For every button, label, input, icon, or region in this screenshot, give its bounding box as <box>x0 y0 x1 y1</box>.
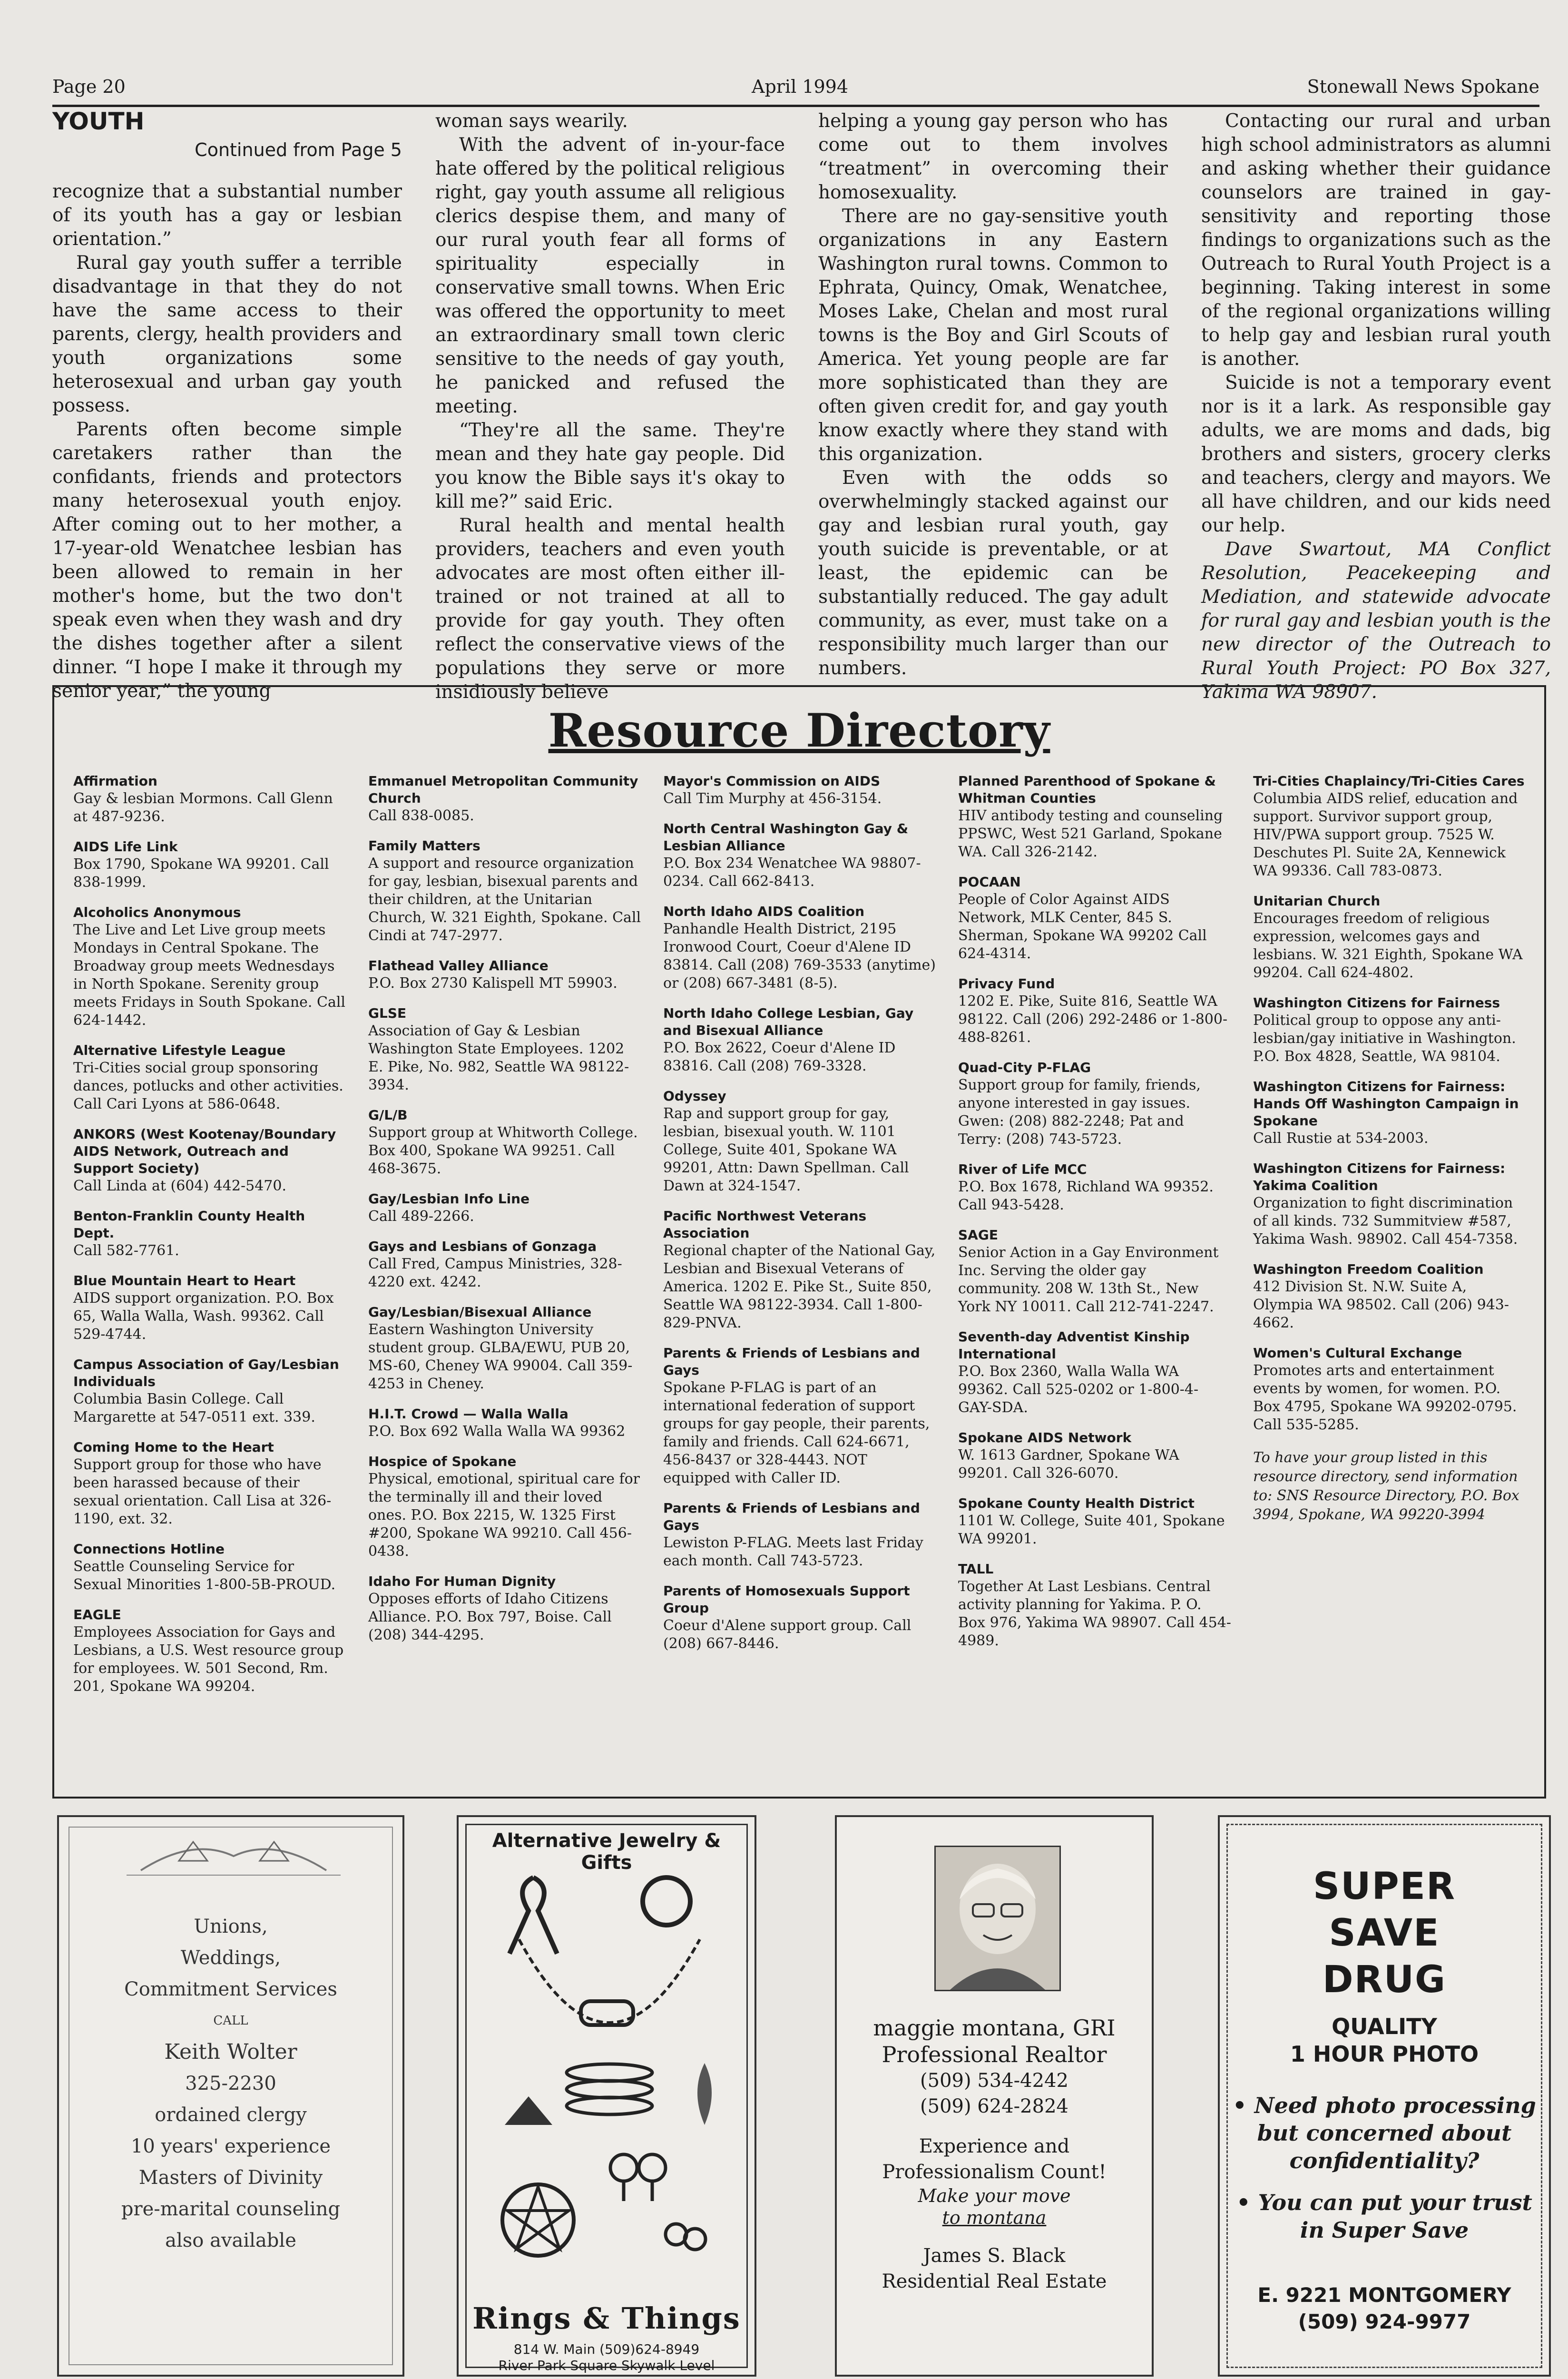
article-column-4 <box>1201 109 1551 704</box>
entry-name: Alcoholics Anonymous <box>73 904 241 920</box>
store-phone: (509) 924-9977 <box>1298 2310 1471 2333</box>
paragraph: “They're all the same. They're mean and they hate gay people. Did you know the Bible says it's okay to kill me?” said Eric. <box>435 420 785 512</box>
realtor-photo <box>934 1846 1061 1991</box>
paragraph: Suicide is not a temporary event nor is it a lark. As responsible gay adults, we are moms and dads, big brothers and sisters, grocery clerks and teachers, clergy and mayors. We all have children, and our kids need our help. <box>1201 372 1551 536</box>
ad-bullet: • You can put your trust in Super Save <box>1236 2190 1532 2243</box>
entry-description: Organization to fight discrimination of all kinds. 732 Summitview #587, Yakima Wash. 98902. Call 454-7358. <box>1253 1195 1518 1248</box>
entry-name: Pacific Northwest Veterans Association <box>663 1208 867 1241</box>
directory-entry <box>73 773 347 826</box>
directory-entry <box>73 1208 347 1260</box>
entry-name: Seventh-day Adventist Kinship International <box>958 1329 1190 1362</box>
entry-name: Flathead Valley Alliance <box>368 958 549 973</box>
entry-name: SAGE <box>958 1227 998 1243</box>
entry-name: Idaho For Human Dignity <box>368 1573 556 1589</box>
entry-description: Call 838-0085. <box>368 807 474 824</box>
entry-name: Tri-Cities Chaplaincy/Tri-Cities Cares <box>1253 773 1525 789</box>
directory-entry <box>1253 1078 1527 1148</box>
entry-name: North Idaho AIDS Coalition <box>663 904 865 919</box>
entry-description: Employees Association for Gays and Lesbians, a U.S. West resource group for employees. W. 501 Second, Rm. 201, Spokane WA 99204. <box>73 1624 344 1695</box>
article-column-1 <box>52 109 402 703</box>
paragraph: Rural gay youth suffer a terrible disadvantage in that they do not have the same access to their parents, clergy, health providers and youth organizations some heterosexual and urban gay youth possess. <box>52 252 402 416</box>
directory-entry <box>368 773 642 825</box>
entry-description: A support and resource organization for gay, lesbian, bisexual parents and their children, at the Unitarian Church, W. 321 Eighth, Spokane. Call Cindi at 747-2977. <box>368 855 641 944</box>
directory-entry <box>958 1059 1232 1149</box>
directory-entry <box>368 957 642 993</box>
paragraph: Parents often become simple caretakers rather than the confidants, friends and protectors many heterosexual youth enjoy. After coming out to her mother, a 17-year-old Wenatchee lesbian has been allowed to remain in her mother's home, but the two don't speak even when they wash and dry the dishes together after a silent dinner. “I hope I make it through my senior year,” the young <box>52 419 402 702</box>
entry-name: H.I.T. Crowd — Walla Walla <box>368 1406 568 1422</box>
author-bio: Dave Swartout, MA Conflict Resolution, Peacekeeping and Mediation, and statewide advocate for rural gay and lesbian youth is the new director of the Outreach to Rural Youth Project: PO Box 327, Yakima WA 98907. <box>1201 539 1551 703</box>
paragraph: Even with the odds so overwhelmingly stacked against our gay and lesbian rural youth, gay youth suicide is preventable, or at least, the epidemic can be substantially reduced. The gay adult community, as ever, must take on a responsibility much larger than our numbers. <box>818 467 1168 679</box>
entry-name: Gay/Lesbian Info Line <box>368 1191 530 1207</box>
ad-text <box>69 1911 392 2256</box>
entry-name: G/L/B <box>368 1107 408 1123</box>
page-header <box>52 71 1539 107</box>
entry-description: AIDS support organization. P.O. Box 65, Walla Walla, Wash. 99362. Call 529-4744. <box>73 1290 334 1343</box>
directory-entry <box>1253 1345 1527 1434</box>
tagline: Professionalism Count! <box>882 2161 1107 2183</box>
contact-phone: 325-2230 <box>185 2073 276 2094</box>
entry-name: North Idaho College Lesbian, Gay and Bisexual Alliance <box>663 1005 914 1038</box>
entry-name: ANKORS (West Kootenay/Boundary AIDS Network, Outreach and Support Society) <box>73 1126 336 1176</box>
entry-name: Gays and Lesbians of Gonzaga <box>368 1239 597 1254</box>
directory-entry <box>73 1439 347 1528</box>
paragraph: recognize that a substantial number of its youth has a gay or lesbian orientation.” <box>52 181 402 250</box>
directory-entry <box>958 1161 1232 1214</box>
directory-entry <box>368 1005 642 1094</box>
entry-description: Support group for family, friends, anyone interested in gay issues. Gwen: (208) 882-2248; Pat and Terry: (208) 743-5723. <box>958 1077 1201 1148</box>
entry-description: Columbia AIDS relief, education and support. Survivor support group, HIV/PWA support group. 7525 W. Deschutes Pl. Suite 2A, Kennewick WA 99336. Call 783-0873. <box>1253 790 1518 879</box>
ad-realtor <box>835 1815 1154 2377</box>
entry-name: Hospice of Spokane <box>368 1454 517 1469</box>
ad-border <box>465 1824 748 2373</box>
service-label: 1 HOUR PHOTO <box>1290 2041 1479 2067</box>
entry-description: Call Tim Murphy at 456-3154. <box>663 790 882 807</box>
entry-name: North Central Washington Gay & Lesbian Alliance <box>663 821 909 854</box>
directory-entry <box>368 1190 642 1226</box>
directory-entry <box>73 838 347 892</box>
directory-entry <box>958 1495 1232 1548</box>
store-name: DRUG <box>1322 1958 1447 2001</box>
entry-description: P.O. Box 1678, Richland WA 99352. Call 943-5428. <box>958 1179 1214 1213</box>
ribbon-icon <box>510 1878 557 1954</box>
ad-line: Unions, <box>194 1916 268 1937</box>
entry-name: GLSE <box>368 1005 407 1021</box>
directory-entry <box>663 820 937 891</box>
directory-entry <box>73 904 347 1030</box>
directory-entry <box>1253 994 1527 1066</box>
paragraph: woman says wearily. <box>435 110 628 132</box>
paragraph: Rural health and mental health providers, teachers and even youth advocates are most often either ill-trained or not trained at all to provide for gay youth. They often reflect the conservative views of the populations they serve or more insidiously believe <box>435 515 785 703</box>
crystal-icon <box>697 2063 712 2125</box>
entry-description: Rap and support group for gay, lesbian, bisexual youth. W. 1101 College, Suite 401, Spokane WA 99201, Attn: Dawn Spellman. Call Dawn at 324-1547. <box>663 1105 909 1194</box>
store-address <box>467 2341 746 2374</box>
directory-entry <box>663 903 937 993</box>
entry-description: HIV antibody testing and counseling PPSWC, West 521 Garland, Spokane WA. Call 326-2142. <box>958 807 1223 860</box>
ad-title: Alternative Jewelry & Gifts <box>492 1830 721 1874</box>
directory-entry <box>663 1208 937 1332</box>
directory-entry <box>368 1304 642 1393</box>
slogan: Make your move <box>918 2185 1071 2206</box>
directory-entry <box>1253 893 1527 982</box>
entry-description: Spokane P-FLAG is part of an international federation of support groups for gay people, their parents, family and friends. Call 624-6671, 456-8437 or 328-4443. NOT equipped with Caller ID. <box>663 1379 930 1486</box>
entry-description: Call Fred, Campus Ministries, 328-4220 ext. 4242. <box>368 1256 622 1290</box>
entry-description: Eastern Washington University student group. GLBA/EWU, PUB 20, MS-60, Cheney WA 99004. Call 359-4253 in Cheney. <box>368 1321 633 1392</box>
address-line: River Park Square Skywalk Level <box>498 2358 715 2373</box>
entry-description: Gay & lesbian Mormons. Call Glenn at 487-9236. <box>73 790 333 825</box>
entry-name: Unitarian Church <box>1253 893 1381 909</box>
issue-date: April 1994 <box>752 76 849 97</box>
entry-description: Support group at Whitworth College. Box 400, Spokane WA 99251. Call 468-3675. <box>368 1124 638 1177</box>
continued-note: Continued from Page 5 <box>195 139 402 160</box>
entry-name: River of Life MCC <box>958 1161 1087 1177</box>
entry-name: Benton-Franklin County Health Dept. <box>73 1208 305 1241</box>
directory-listing-note: To have your group listed in this resource directory, send information to: SNS Resource Directory, P.O. Box 3994, Spokane, WA 99220-3994 <box>1253 1449 1519 1523</box>
entry-name: Campus Association of Gay/Lesbian Individuals <box>73 1357 339 1389</box>
entry-description: Promotes arts and entertainment events by women, for women. P.O. Box 4795, Spokane WA 99202-0795. Call 535-5285. <box>1253 1362 1517 1433</box>
address-line: 814 W. Main (509)624-8949 <box>513 2341 700 2357</box>
entry-description: P.O. Box 234 Wenatchee WA 98807-0234. Call 662-8413. <box>663 855 921 890</box>
paragraph: Contacting our rural and urban high school administrators as alumni and asking whether their guidance counselors are trained in gay-sensitivity and reporting those findings to organizations such as the Outreach to Rural Youth Project is a beginning. Taking interest in some of the regional organizations willing to help gay and lesbian rural youth is another. <box>1201 110 1551 370</box>
venus-symbols-icon <box>610 2154 666 2201</box>
directory-entry <box>958 874 1232 963</box>
entry-description: The Live and Let Live group meets Mondays in Central Spokane. The Broadway group meets Wednesdays in North Spokane. Serenity group meets Fridays in South Spokane. Call 624-1442. <box>73 922 346 1029</box>
entry-name: TALL <box>958 1561 994 1577</box>
directory-entry <box>663 1583 937 1653</box>
necklace-icon <box>519 1939 700 2023</box>
entry-name: Spokane AIDS Network <box>958 1430 1132 1445</box>
entry-name: Washington Freedom Coalition <box>1253 1261 1484 1277</box>
entry-name: Washington Citizens for Fairness: Hands Off Washington Campaign in Spokane <box>1253 1079 1519 1129</box>
entry-description: Call 582-7761. <box>73 1242 179 1259</box>
tagline: Experience and <box>919 2135 1070 2157</box>
directory-entry <box>958 1429 1232 1483</box>
directory-entry <box>368 1238 642 1291</box>
entry-name: Parents & Friends of Lesbians and Gays <box>663 1345 920 1378</box>
ad-line: Masters of Divinity <box>138 2167 323 2189</box>
entry-name: Odyssey <box>663 1088 726 1104</box>
entry-description: Political group to oppose any anti-lesbian/gay initiative in Washington. P.O. Box 4828, Seattle, WA 98104. <box>1253 1012 1516 1065</box>
entry-description: P.O. Box 2730 Kalispell MT 59903. <box>368 975 617 992</box>
entry-name: Planned Parenthood of Spokane & Whitman Counties <box>958 773 1216 806</box>
wedding-bells-illustration <box>69 1828 398 1894</box>
ring-icon <box>643 1878 690 1925</box>
slogan: to montana <box>942 2207 1047 2228</box>
store-name: SAVE <box>1329 1912 1440 1955</box>
entry-name: Connections Hotline <box>73 1541 225 1557</box>
entry-description: Seattle Counseling Service for Sexual Minorities 1-800-5B-PROUD. <box>73 1558 336 1593</box>
resource-directory <box>52 685 1546 1799</box>
pentacle-icon <box>502 2184 574 2256</box>
entry-description: 1202 E. Pike, Suite 816, Seattle WA 98122. Call (206) 292-2486 or 1-800-488-8261. <box>958 993 1228 1046</box>
entry-description: 412 Division St. N.W. Suite A, Olympia WA 98502. Call (206) 943-4662. <box>1253 1278 1509 1331</box>
page-number: Page 20 <box>52 76 126 97</box>
entry-name: Alternative Lifestyle League <box>73 1042 286 1058</box>
entry-description: Encourages freedom of religious expression, welcomes gays and lesbians. W. 321 Eighth, Spokane WA 99204. Call 624-4802. <box>1253 910 1523 981</box>
directory-entry <box>73 1606 347 1696</box>
ad-super-save-drug <box>1218 1815 1551 2377</box>
ad-line: Commitment Services <box>124 1978 337 2000</box>
paragraph: helping a young gay person who has come out to them involves “treatment” in overcoming their homosexuality. <box>818 110 1168 203</box>
paragraph: There are no gay-sensitive youth organizations in any Eastern Washington rural towns. Common to Ephrata, Quincy, Omak, Wenatchee, Moses Lake, Chelan and most rural towns is the Boy and Girl Scouts of America. Yet young people are far more sophisticated than they are often given credit for, and gay youth know exactly where they stand with this organization. <box>818 206 1168 465</box>
directory-entry <box>958 773 1232 861</box>
realtor-text <box>837 2015 1152 2294</box>
entry-description: Support group for those who have been harassed because of their sexual orientation. Call Lisa at 326-1190, ext. 32. <box>73 1456 332 1527</box>
directory-entry <box>1253 1261 1527 1332</box>
publication-name: Stonewall News Spokane <box>1307 76 1539 97</box>
entry-name: Blue Mountain Heart to Heart <box>73 1273 296 1288</box>
directory-entry <box>663 773 937 808</box>
entry-description: Senior Action in a Gay Environment Inc. Serving the older gay community. 208 W. 13th St., New York NY 10011. Call 212-741-2247. <box>958 1244 1219 1315</box>
directory-entry <box>368 1107 642 1178</box>
entry-description: Together At Last Lesbians. Central activity planning for Yakima. P. O. Box 976, Yakima WA 98907. Call 454-4989. <box>958 1578 1231 1649</box>
jewelry-illustration <box>467 1858 752 2301</box>
ad-rings-and-things <box>457 1815 756 2377</box>
entry-name: Washington Citizens for Fairness: Yakima Coalition <box>1253 1160 1506 1193</box>
entry-description: Coeur d'Alene support group. Call (208) 667-8446. <box>663 1617 911 1652</box>
entry-description: Call 489-2266. <box>368 1208 474 1225</box>
store-logo: Rings & Things <box>472 2301 741 2336</box>
firm-name: Residential Real Estate <box>882 2271 1107 2292</box>
ad-commitment-services <box>57 1815 404 2377</box>
entry-name: Privacy Fund <box>958 976 1055 992</box>
directory-entry <box>958 1561 1232 1650</box>
firm-name: James S. Black <box>923 2245 1066 2267</box>
directory-entry <box>958 1227 1232 1316</box>
ad-line: 10 years' experience <box>130 2135 331 2157</box>
directory-entry <box>73 1042 347 1113</box>
directory-column <box>1253 773 1527 1524</box>
entry-name: AIDS Life Link <box>73 839 178 855</box>
entry-name: Women's Cultural Exchange <box>1253 1345 1462 1361</box>
phone-number: (509) 624-2824 <box>920 2095 1068 2117</box>
entry-name: Washington Citizens for Fairness <box>1253 995 1500 1011</box>
youth-article <box>52 108 1551 703</box>
ad-line: pre-marital counseling <box>121 2198 341 2220</box>
phone-number: (509) 534-4242 <box>920 2070 1068 2092</box>
directory-title: Resource Directory <box>548 704 1050 757</box>
entry-name: Parents of Homosexuals Support Group <box>663 1583 910 1616</box>
entry-description: Physical, emotional, spiritual care for the terminally ill and their loved ones. P.O. Box 2215, W. 1325 First #200, Spokane WA 99210. Call 456-0438. <box>368 1471 640 1560</box>
entry-name: Affirmation <box>73 773 157 789</box>
entry-description: P.O. Box 2622, Coeur d'Alene ID 83816. Call (208) 769-3328. <box>663 1040 896 1074</box>
entry-description: Tri-Cities social group sponsoring dances, potlucks and other activities. Call Cari Lyons at 586-0648. <box>73 1060 343 1112</box>
ad-border <box>1226 1824 1542 2368</box>
directory-column <box>663 773 937 1665</box>
contact-name: Keith Wolter <box>164 2040 297 2064</box>
entry-description: Call Linda at (604) 442-5470. <box>73 1178 286 1194</box>
directory-entry <box>958 975 1232 1047</box>
entry-name: Emmanuel Metropolitan Community Church <box>368 773 638 806</box>
entry-name: Coming Home to the Heart <box>73 1439 274 1455</box>
paragraph: With the advent of in-your-face hate offered by the political religious right, gay youth assume all religious clerics despise them, and many of our rural youth fear all forms of spirituality especially in conservative small towns. When Eric was offered the opportunity to meet an extraordinary small town cleric sensitive to the needs of gay youth, he panicked and refused the meeting. <box>435 134 785 417</box>
directory-column <box>73 773 347 1708</box>
entry-name: POCAAN <box>958 874 1021 890</box>
ad-line: CALL <box>213 2014 248 2028</box>
entry-name: Gay/Lesbian/Bisexual Alliance <box>368 1304 592 1320</box>
earrings-icon <box>666 2224 706 2250</box>
section-heading: YOUTH <box>52 108 145 135</box>
directory-entry <box>663 1500 937 1570</box>
ad-bullet: • Need photo processing but concerned about confidentiality? <box>1233 2093 1536 2173</box>
article-column-2 <box>435 109 785 704</box>
entry-description: Association of Gay & Lesbian Washington State Employees. 1202 E. Pike, No. 982, Seattle WA 98122-3934. <box>368 1022 629 1093</box>
directory-entry <box>368 1406 642 1441</box>
directory-column <box>368 773 642 1657</box>
store-name: SUPER <box>1313 1865 1456 1908</box>
store-address: E. 9221 MONTGOMERY <box>1257 2283 1511 2307</box>
directory-entry <box>1253 1160 1527 1248</box>
directory-entry <box>73 1541 347 1594</box>
directory-entry <box>1253 773 1527 880</box>
ad-line: also available <box>165 2230 296 2251</box>
entry-name: Quad-City P-FLAG <box>958 1060 1091 1075</box>
realtor-title: Professional Realtor <box>882 2042 1107 2067</box>
entry-description: P.O. Box 2360, Walla Walla WA 99362. Call 525-0202 or 1-800-4-GAY-SDA. <box>958 1363 1199 1416</box>
entry-description: Panhandle Health District, 2195 Ironwood Court, Coeur d'Alene ID 83814. Call (208) 769-3533 (anytime) or (208) 667-3481 (8-5). <box>663 921 936 992</box>
entry-name: Parents & Friends of Lesbians and Gays <box>663 1500 920 1533</box>
directory-entry <box>368 1573 642 1644</box>
directory-entry <box>663 1088 937 1195</box>
entry-description: People of Color Against AIDS Network, MLK Center, 845 S. Sherman, Spokane WA 99202 Call 624-4314. <box>958 891 1207 962</box>
entry-description: P.O. Box 692 Walla Walla WA 99362 <box>368 1423 626 1440</box>
realtor-name: maggie montana, GRI <box>873 2015 1116 2041</box>
directory-entry <box>368 1453 642 1561</box>
directory-entry <box>368 837 642 945</box>
ad-line: Weddings, <box>180 1947 281 1969</box>
directory-column <box>958 773 1232 1662</box>
directory-entry <box>958 1328 1232 1417</box>
directory-entry <box>663 1005 937 1075</box>
entry-description: Regional chapter of the National Gay, Lesbian and Bisexual Veterans of America. 1202 E. Pike St., Suite 850, Seattle WA 98122-3934. Call 1-800-829-PNVA. <box>663 1242 936 1331</box>
entry-description: Call Rustie at 534-2003. <box>1253 1130 1429 1147</box>
service-label: QUALITY <box>1332 2014 1437 2039</box>
ad-line: ordained clergy <box>155 2104 307 2126</box>
entry-description: 1101 W. College, Suite 401, Spokane WA 99201. <box>958 1513 1225 1547</box>
entry-description: Lewiston P-FLAG. Meets last Friday each month. Call 743-5723. <box>663 1534 923 1569</box>
directory-entry <box>73 1126 347 1195</box>
entry-description: Columbia Basin College. Call Margarette at 547-0511 ext. 339. <box>73 1391 315 1425</box>
entry-name: EAGLE <box>73 1607 121 1622</box>
directory-entry <box>73 1356 347 1426</box>
ad-border <box>69 1827 393 2365</box>
entry-description: Box 1790, Spokane WA 99201. Call 838-1999. <box>73 856 329 891</box>
directory-entry <box>73 1272 347 1344</box>
entry-description: W. 1613 Gardner, Spokane WA 99201. Call 326-6070. <box>958 1447 1179 1482</box>
wolf-icon <box>505 2096 552 2125</box>
directory-entry <box>663 1345 937 1487</box>
drug-ad-text <box>1228 1863 1541 2335</box>
article-column-3 <box>818 109 1168 680</box>
entry-name: Mayor's Commission on AIDS <box>663 773 881 789</box>
entry-name: Spokane County Health District <box>958 1495 1195 1511</box>
entry-description: Opposes efforts of Idaho Citizens Alliance. P.O. Box 797, Boise. Call (208) 344-4295. <box>368 1591 612 1643</box>
entry-name: Family Matters <box>368 838 480 854</box>
